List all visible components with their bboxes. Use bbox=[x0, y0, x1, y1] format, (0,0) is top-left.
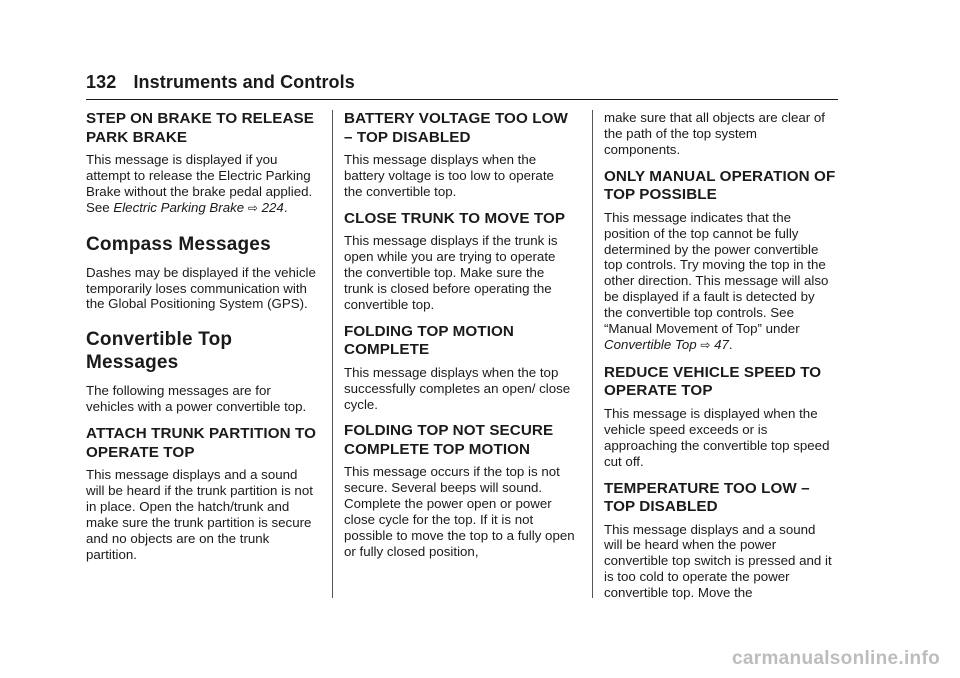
manual-text: This message indicates that the position of the top cannot be fully determined by the power convertible top controls. Try moving the top in the other direction. This message will also be displayed if a fault is detected by the convertible top controls. See “Manual Movement of Top” under bbox=[604, 209, 829, 337]
heading-convertible-top-messages: Convertible Top Messages bbox=[86, 329, 233, 374]
page-number: 132 bbox=[86, 72, 117, 92]
brake-period: . bbox=[283, 199, 288, 215]
heading-folding-not-secure: FOLDING TOP NOT SECURE COMPLETE TOP MOTION bbox=[344, 422, 554, 458]
manual-ref-page: 47 bbox=[714, 336, 729, 352]
watermark: carmanualsonline.info bbox=[732, 648, 940, 669]
column-2 bbox=[344, 110, 576, 560]
paragraph-attach-trunk: This message displays and a sound will be heard if the trunk partition is not in place. Open the hatch/trunk and make sure the trunk partition is secure and no objects are on the trunk partition. bbox=[86, 467, 313, 562]
brake-ref-page: 224 bbox=[261, 199, 284, 215]
page-ref-arrow-icon: ⇨ bbox=[700, 337, 711, 352]
link-electric-parking-brake[interactable] bbox=[113, 200, 283, 215]
section-title: Instruments and Controls bbox=[133, 72, 355, 92]
paragraph-folding-complete: This message displays when the top successfully completes an open/ close cycle. bbox=[344, 364, 571, 412]
paragraph-folding-not-secure: This message occurs if the top is not secure. Several beeps will sound. Complete the power open or power close cycle for the top. If it is not possible to move the top to a fully open or fully closed position, bbox=[344, 464, 575, 559]
heading-close-trunk: CLOSE TRUNK TO MOVE TOP bbox=[344, 209, 566, 227]
paragraph-compass: Dashes may be displayed if the vehicle temporarily loses communication with the Global Positioning System (GPS). bbox=[86, 264, 316, 312]
heading-reduce-speed: REDUCE VEHICLE SPEED TO OPERATE TOP bbox=[604, 363, 822, 400]
paragraph-step-on-brake bbox=[86, 152, 318, 217]
paragraph-manual-operation bbox=[604, 210, 836, 354]
manual-ref-label: Convertible Top bbox=[604, 336, 697, 352]
heading-step-on-brake: STEP ON BRAKE TO RELEASE PARK BRAKE bbox=[86, 110, 315, 146]
paragraph-convertible: The following messages are for vehicles with a power convertible top. bbox=[86, 383, 307, 415]
heading-attach-trunk: ATTACH TRUNK PARTITION TO OPERATE TOP bbox=[86, 425, 317, 461]
column-3 bbox=[604, 110, 836, 601]
column-divider-2 bbox=[592, 110, 593, 598]
paragraph-close-trunk: This message displays if the trunk is open while you are trying to operate the convertible top. Make sure the trunk is closed before operating the convertible top. bbox=[344, 233, 558, 312]
page-ref-arrow-icon: ⇨ bbox=[247, 200, 258, 215]
heading-manual-operation: ONLY MANUAL OPERATION OF TOP POSSIBLE bbox=[604, 167, 836, 204]
heading-temperature-low: TEMPERATURE TOO LOW – TOP DISABLED bbox=[604, 479, 810, 515]
header-rule bbox=[86, 99, 838, 100]
heading-folding-complete: FOLDING TOP MOTION COMPLETE bbox=[344, 322, 514, 359]
paragraph-battery-voltage: This message displays when the battery voltage is too low to operate the convertible top. bbox=[344, 152, 554, 199]
manual-period: . bbox=[728, 336, 733, 352]
heading-compass-messages: Compass Messages bbox=[86, 233, 271, 255]
brake-text: This message is displayed if you attempt to release the Electric Parking Brake without the brake pedal applied. See bbox=[86, 152, 313, 215]
column-divider-1 bbox=[332, 110, 333, 598]
page-header bbox=[86, 72, 355, 93]
link-convertible-top[interactable] bbox=[604, 337, 729, 352]
column-1 bbox=[86, 110, 318, 563]
paragraph-reduce-speed: This message is displayed when the vehicle speed exceeds or is approaching the convertible top speed cut off. bbox=[604, 405, 830, 469]
heading-battery-voltage: BATTERY VOLTAGE TOO LOW – TOP DISABLED bbox=[344, 110, 568, 146]
paragraph-temperature-low: This message displays and a sound will be heard when the power convertible top switch is pressed and it is too cold to operate the power convertible top. Move the bbox=[604, 521, 832, 601]
brake-ref-label: Electric Parking Brake bbox=[113, 199, 245, 215]
paragraph-continued: make sure that all objects are clear of the path of the top system components. bbox=[604, 110, 825, 157]
